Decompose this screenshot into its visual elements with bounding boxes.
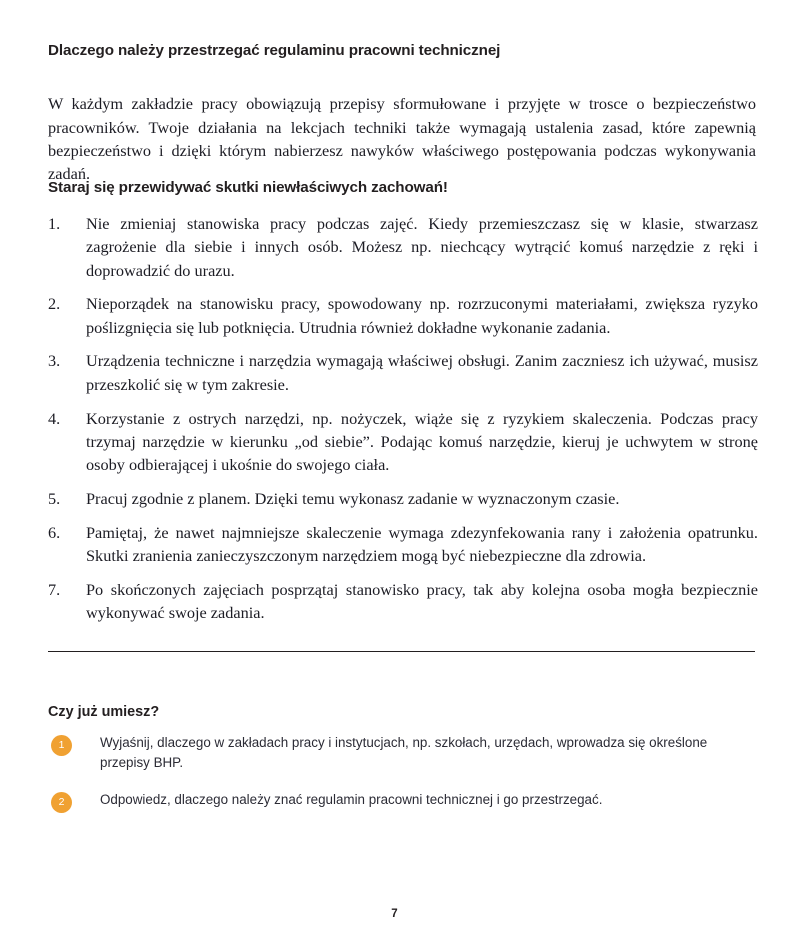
rule-text: Pamiętaj, że nawet najmniejsze skaleczenie wymaga zdezynfekowania rany i założenia opatrunku. Skutki zranienia zanieczyszczonym narzędziem mogą być niebezpieczne dla zdrowia. xyxy=(86,522,758,566)
rule-number: 1. xyxy=(48,214,61,233)
intro-paragraph: W każdym zakładzie pracy obowiązują przepisy sformułowane i przyjęte w trosce o bezpieczeństwo pracowników. Twoje działania na lekcjach techniki także wymagają ustalenia zasad, które zapewnią bezpieczeństwo i dzięki którym nabierzesz nawyków właściwego postępowania podczas wykonywania zadań. xyxy=(48,94,756,183)
quiz-question-text: Odpowiedz, dlaczego należy znać regulamin pracowni technicznej i go przestrzegać. xyxy=(100,792,603,808)
list-item xyxy=(48,790,758,814)
rule-text: Urządzenia techniczne i narzędzia wymagają właściwej obsługi. Zanim zaczniesz ich używać, musisz przeszkolić się w tym zakresie. xyxy=(86,351,758,394)
quiz-section-heading: Czy już umiesz? xyxy=(48,703,160,720)
list-item xyxy=(48,487,758,510)
quiz-question-text: Wyjaśnij, dlaczego w zakładach pracy i instytucjach, np. szkołach, urzędach, wprowadza się określone przepisy BHP. xyxy=(100,735,708,770)
rule-number: 7. xyxy=(48,579,61,599)
rule-number: 3. xyxy=(48,351,61,371)
rule-number: 4. xyxy=(48,408,61,428)
section-subheading: Staraj się przewidywać skutki niewłaściwych zachowań! xyxy=(48,178,448,196)
rule-number: 6. xyxy=(48,522,61,542)
page-title: Dlaczego należy przestrzegać regulaminu pracowni technicznej xyxy=(48,42,501,60)
quiz-list xyxy=(48,733,758,814)
quiz-number-badge: 1 xyxy=(51,735,72,756)
list-item xyxy=(48,578,758,625)
quiz-number-badge: 2 xyxy=(51,792,72,813)
rule-text: Pracuj zgodnie z planem. Dzięki temu wykonasz zadanie w wyznaczonym czasie. xyxy=(86,488,620,508)
rules-list xyxy=(48,212,758,624)
rule-text: Nie zmieniaj stanowiska pracy podczas zajęć. Kiedy przemieszczasz się w klasie, stwarzasz zagrożenie dla siebie i innych osób. Możesz np. niechcący wytrącić komuś narzędzie z ręki i doprowadzić do urazu. xyxy=(86,214,758,280)
rule-number: 5. xyxy=(48,488,61,508)
rule-text: Po skończonych zajęciach posprzątaj stanowisko pracy, tak aby kolejna osoba mogła bezpiecznie wykonywać swoje zadania. xyxy=(86,579,758,623)
list-item xyxy=(48,407,758,477)
rule-text: Nieporządek na stanowisku pracy, spowodowany np. rozrzuconymi materiałami, zwiększa ryzyko poślizgnięcia się lub potknięcia. Utrudnia również dokładne wykonanie zadania. xyxy=(86,294,758,337)
rule-text: Korzystanie z ostrych narzędzi, np. nożyczek, wiąże się z ryzykiem skaleczenia. Podczas pracy trzymaj narzędzie w kierunku „od siebie”. Podając komuś narzędzie, kieruj je uchwytem w stronę osoby odbierającej i ukośnie do swojego ciała. xyxy=(86,408,758,475)
list-item xyxy=(48,212,758,282)
list-item xyxy=(48,521,758,568)
rule-number: 2. xyxy=(48,294,61,314)
list-item xyxy=(48,349,758,396)
section-divider xyxy=(48,651,755,652)
list-item xyxy=(48,292,758,339)
page-number: 7 xyxy=(391,908,398,920)
list-item xyxy=(48,733,758,772)
